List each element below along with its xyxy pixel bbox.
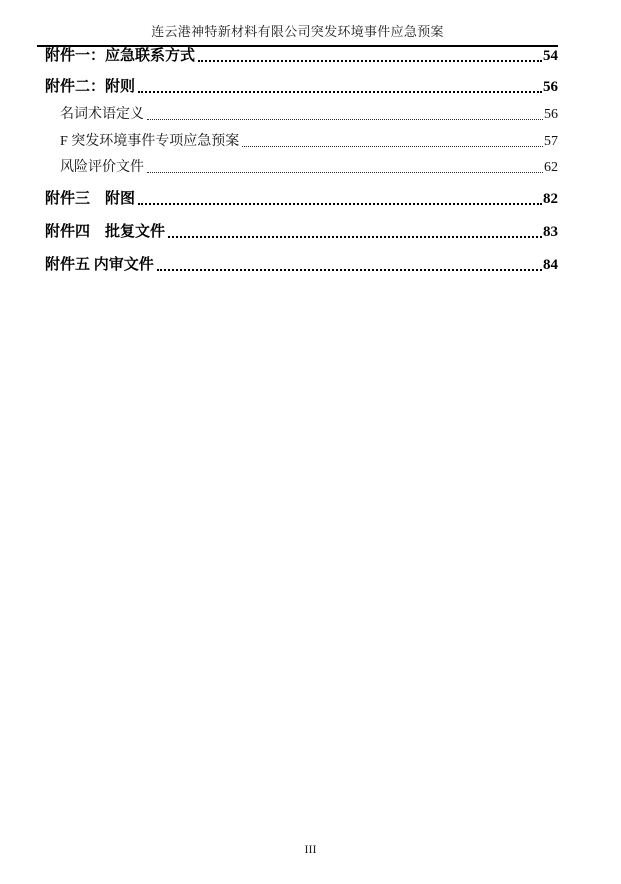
toc-entry-label: 附件二：附则: [45, 79, 136, 95]
toc-entry[interactable]: [45, 257, 558, 274]
toc-page-number: 62: [544, 160, 558, 175]
dot-leader: [198, 60, 542, 62]
dot-leader: [138, 203, 542, 205]
dot-leader: [168, 236, 542, 238]
toc-entry-label: 风险评价文件: [60, 160, 144, 175]
toc-page-number: 82: [543, 191, 558, 207]
dot-leader: [157, 269, 542, 271]
toc-entry-label: 名词术语定义: [60, 107, 144, 122]
toc-page-number: 83: [543, 224, 558, 240]
toc-page-number: 57: [544, 134, 558, 149]
toc-entry[interactable]: [45, 191, 558, 208]
footer-page-number: III: [304, 842, 317, 856]
dot-leader: [147, 119, 543, 120]
toc-entry[interactable]: [45, 107, 558, 123]
toc-entry-label: F 突发环境事件专项应急预案: [60, 134, 240, 149]
toc-page-number: 84: [543, 257, 558, 273]
toc-entry[interactable]: [45, 134, 558, 150]
dot-leader: [138, 91, 542, 93]
toc-entry-label: 附件一：应急联系方式: [45, 48, 196, 64]
toc-entry-label: 附件四 批复文件: [45, 224, 166, 240]
toc-page-number: 54: [543, 48, 558, 64]
toc-entry-label: 附件五 内审文件: [45, 257, 154, 273]
document-header-title: 连云港神特新材料有限公司突发环境事件应急预案: [151, 24, 444, 39]
toc-entry[interactable]: [45, 48, 558, 65]
header-rule: [37, 45, 558, 47]
toc-entry[interactable]: [45, 160, 558, 176]
dot-leader: [242, 146, 543, 147]
toc-entry-label: 附件三 附图: [45, 191, 136, 207]
toc-page-number: 56: [544, 107, 558, 122]
dot-leader: [147, 172, 543, 173]
toc-entry[interactable]: [45, 224, 558, 241]
toc-entry[interactable]: [45, 79, 558, 96]
toc-page-number: 56: [543, 79, 558, 95]
